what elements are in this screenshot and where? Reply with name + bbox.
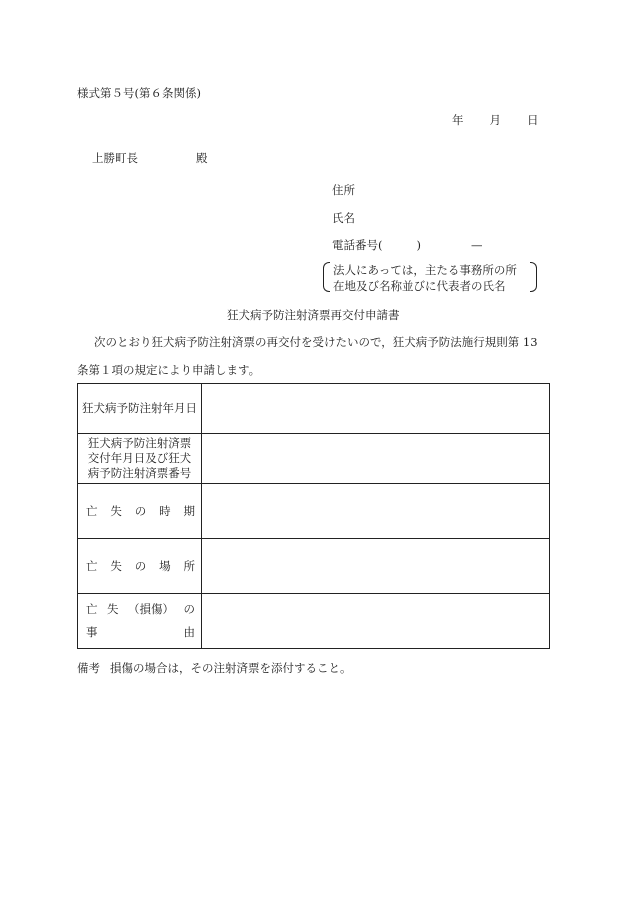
char: 事 [86,625,98,639]
corporation-note [323,262,537,292]
date-line [452,112,539,128]
phone-dash: — [471,238,483,252]
body-text-line-1: 次のとおり狂犬病予防注射済票の再交付を受けたいので，狂犬病予防法施行規則第 13 [94,335,538,349]
value-loss-time[interactable] [202,484,550,539]
label-injection-date-text: 狂犬病予防注射年月日 [82,401,197,415]
corp-note-line-1: 法人にあっては，主たる事務所の所 [333,263,517,277]
label-injection-date [78,384,202,434]
date-month: 月 [489,113,501,127]
char: の [134,558,147,573]
table-row [78,594,550,649]
value-loss-place[interactable] [202,539,550,594]
char: （損傷） [128,602,174,616]
body-text-line-2: 条第１項の規定により申請します。 [77,363,261,377]
phone-line [332,237,483,253]
form-number: 様式第５号(第６条関係) [77,86,201,100]
char: 亡 [86,503,98,518]
remark [77,660,352,676]
char: 亡 [86,558,98,573]
table-row [78,434,550,484]
label-tag-line-3: 病予防注射済票番号 [87,466,192,480]
char: の [134,503,147,518]
right-brace [530,262,537,292]
value-loss-reason[interactable] [202,594,550,649]
char: の [183,602,195,616]
char: 失 [110,558,122,573]
left-brace [323,262,330,292]
value-tag-issue-info[interactable] [202,434,550,484]
label-tag-issue-info [78,434,202,484]
label-loss-place [78,539,202,594]
label-tag-line-1: 狂犬病予防注射済票 [87,436,192,450]
application-table [77,383,550,649]
table-row [78,484,550,539]
label-loss-reason [78,594,202,649]
char: 由 [183,625,195,639]
table-row [78,384,550,434]
name-label: 氏名 [332,211,355,225]
char: 時 [159,503,171,518]
corp-note-line-2: 在地及び名称並びに代表者の氏名 [333,279,506,293]
address-label: 住所 [332,183,355,197]
addressee-name: 上勝町長 [92,151,138,165]
value-injection-date[interactable] [202,384,550,434]
char: 失 [107,602,119,616]
char: 期 [183,503,195,518]
char: 所 [183,558,195,573]
addressee-suffix: 殿 [196,151,208,165]
remark-text: 損傷の場合は，その注射済票を添付すること。 [110,661,352,675]
char: 場 [159,558,171,573]
label-tag-line-2: 交付年月日及び狂犬 [87,451,192,465]
document-title: 狂犬病予防注射済票再交付申請書 [227,308,400,322]
phone-close: ) [416,238,421,252]
phone-label: 電話番号( [332,238,383,252]
date-day: 日 [527,113,539,127]
remark-label: 備考 [77,661,100,675]
char: 亡 [86,602,98,616]
label-loss-time [78,484,202,539]
date-year: 年 [452,113,464,127]
char: 失 [110,503,122,518]
table-row [78,539,550,594]
